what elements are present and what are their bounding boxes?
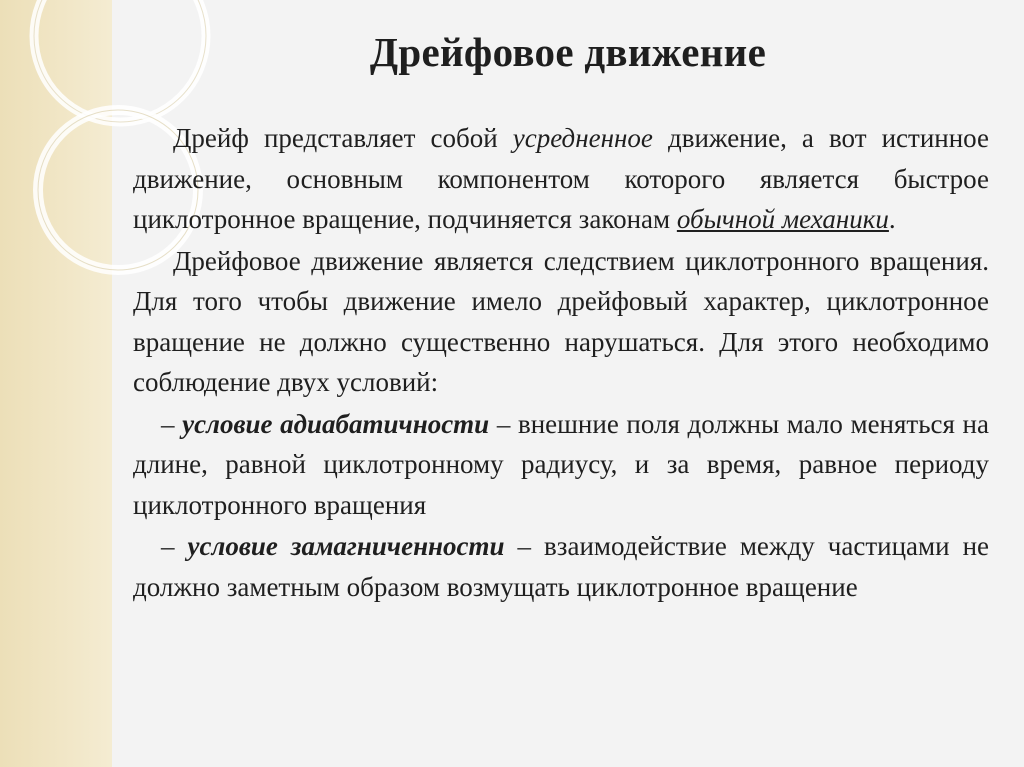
- p3-term: условие адиабатичности: [182, 408, 490, 439]
- mechanics-link[interactable]: обычной механики: [676, 204, 889, 234]
- p1-text-a: Дрейф представляет собой: [173, 123, 513, 153]
- paragraph-3: [133, 404, 989, 526]
- p3-rest: – внешние поля должны мало меняться на длине, равной циклотронному радиусу, и за время, равное периоду циклотронного вращения: [133, 408, 989, 520]
- p1-italic: усредненное: [512, 123, 653, 153]
- paragraph-1: [133, 118, 989, 240]
- paragraph-4: [133, 526, 989, 607]
- p4-term: условие замагниченности: [187, 531, 505, 561]
- slide-title: Дрейфовое движение: [369, 29, 767, 75]
- p4-rest: – взаимодействие между частицами не должно заметным образом возмущать циклотронное вращение: [133, 531, 990, 602]
- p1-text-b: движение, а вот истинное движение, основным компонентом которого является быстрое циклотронное вращение, подчиняется законам: [133, 123, 989, 234]
- p3-dash: –: [161, 408, 183, 439]
- paragraph-2: Дрейфовое движение является следствием циклотронного вращения. Для того чтобы движение имело дрейфовый характер, циклотронное вращение не должно существенно нарушаться. Для этого необходимо соблюдение двух условий:: [133, 245, 989, 397]
- slide-body: [133, 118, 989, 608]
- p4-dash: –: [161, 531, 188, 561]
- p1-text-c: .: [888, 204, 896, 234]
